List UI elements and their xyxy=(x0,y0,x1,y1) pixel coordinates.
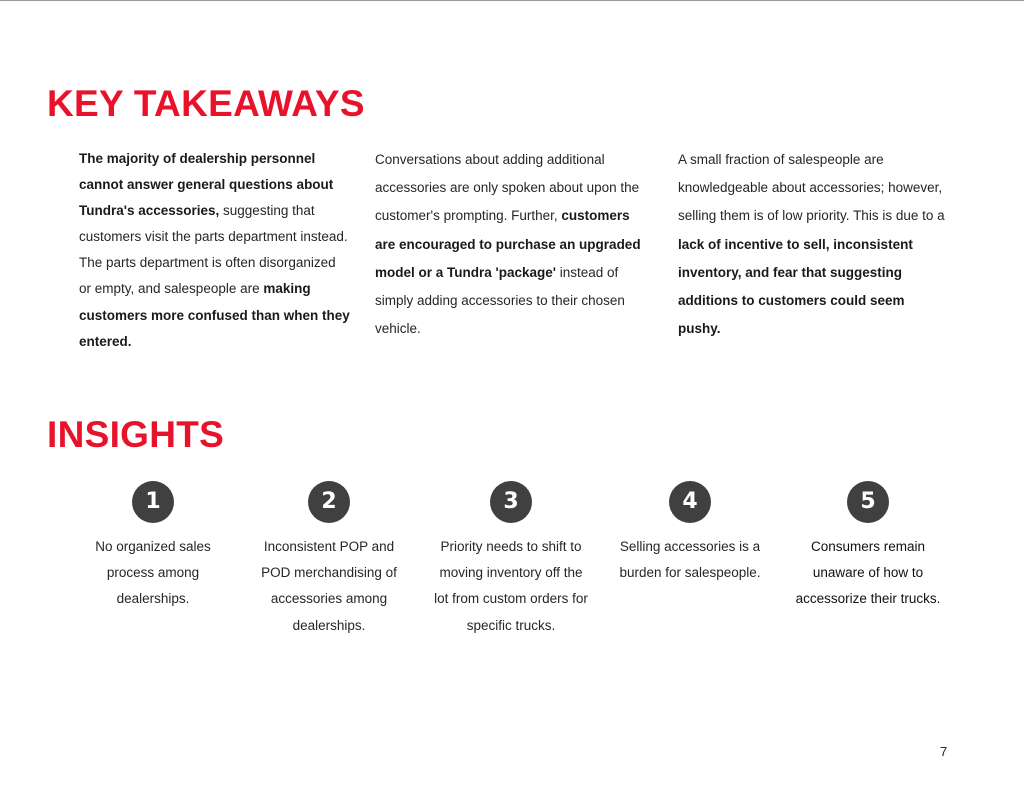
takeaway-3-bold-1: lack of incentive to sell, inconsistent inventory, and fear that suggesting additions to customers could seem pushy. xyxy=(678,236,913,337)
takeaway-2-bold-1: customers are encouraged to purchase an upgraded model or a Tundra 'package' xyxy=(375,208,641,280)
insight-item-1 xyxy=(73,481,233,613)
takeaway-1-text-1: suggesting that customers visit the parts department instead. The parts department is often disorganized or empty, and salespeople are xyxy=(79,203,348,297)
insight-item-4 xyxy=(609,481,771,586)
takeaway-column-1 xyxy=(79,146,351,355)
insight-text-3: Priority needs to shift to moving inventory off the lot from custom orders for specific trucks. xyxy=(434,539,588,633)
page-number: 7 xyxy=(940,744,948,759)
number-badge-5: 5 xyxy=(847,481,889,523)
takeaway-2-text-1: Conversations about adding additional accessories are only spoken about upon the customer's prompting. Further, xyxy=(375,152,640,224)
insight-text-2: Inconsistent POP and POD merchandising of accessories among dealerships. xyxy=(261,539,397,633)
takeaway-2-text-2: instead of simply adding accessories to their chosen vehicle. xyxy=(375,264,625,337)
insight-item-2 xyxy=(249,481,409,639)
insight-item-3 xyxy=(431,481,591,639)
number-badge-1: 1 xyxy=(132,481,174,523)
takeaway-1-bold-1: The majority of dealership personnel cannot answer general questions about Tundra's accessories, xyxy=(79,151,334,219)
insight-text-5: Consumers remain unaware of how to accessorize their trucks. xyxy=(795,539,941,607)
number-badge-3: 3 xyxy=(490,481,532,523)
insight-text-4: Selling accessories is a burden for salespeople. xyxy=(619,539,761,581)
number-badge-4: 4 xyxy=(669,481,711,523)
number-badge-2: 2 xyxy=(308,481,350,523)
key-takeaways-heading: KEY TAKEAWAYS xyxy=(47,83,365,124)
takeaway-column-3 xyxy=(678,146,950,343)
top-divider xyxy=(0,0,1024,1)
takeaway-1-bold-2: making customers more confused than when they entered. xyxy=(79,281,350,349)
insight-item-5 xyxy=(788,481,948,613)
takeaway-3-text-1: A small fraction of salespeople are knowledgeable about accessories; however, selling them is of low priority. This is due to a xyxy=(678,152,945,224)
takeaway-column-2 xyxy=(375,146,650,343)
insight-text-1: No organized sales process among dealerships. xyxy=(95,539,211,607)
insights-heading: INSIGHTS xyxy=(47,414,225,455)
